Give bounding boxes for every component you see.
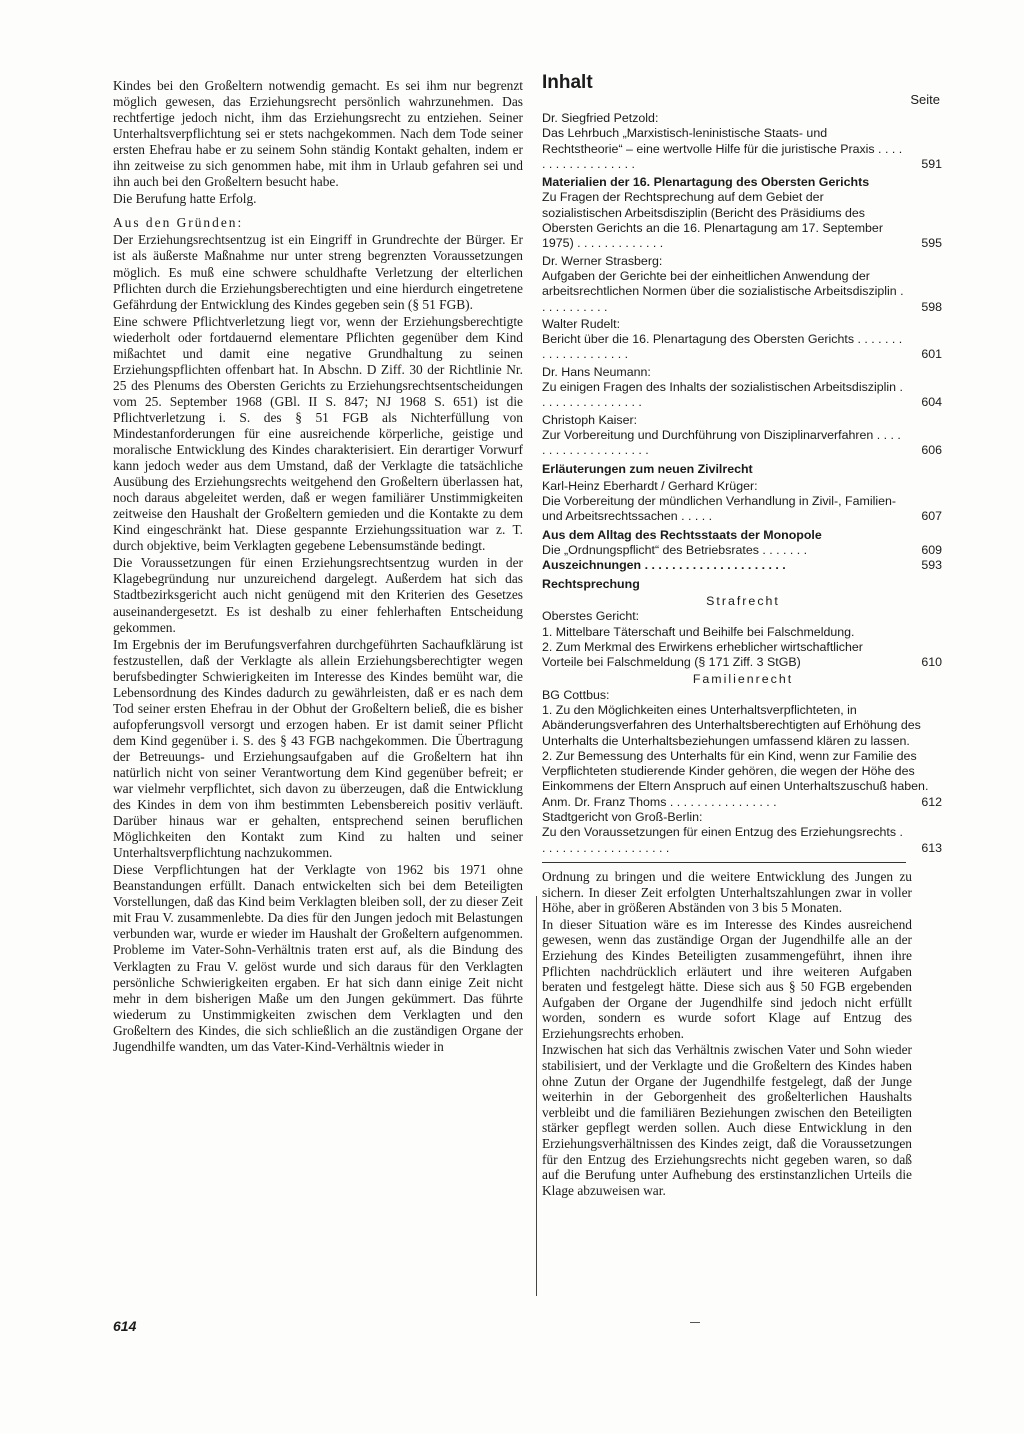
toc-subsection-heading: Familienrecht bbox=[692, 672, 794, 687]
toc-entry[interactable] bbox=[542, 640, 944, 671]
toc-author: Dr. Werner Strasberg: bbox=[542, 253, 663, 268]
toc-entry-title: Die Vorbereitung der mündlichen Verhandlung in Zivil-, Familien- und Arbeitsrechtssachen . . . . . bbox=[542, 494, 897, 524]
toc-entry[interactable] bbox=[542, 609, 944, 624]
toc-entry-title: Stadtgericht von Groß-Berlin: bbox=[542, 810, 703, 825]
toc-author: Karl-Heinz Eberhardt / Gerhard Krüger: bbox=[542, 478, 758, 493]
toc-entry[interactable] bbox=[542, 703, 944, 749]
toc-entry-title: 1. Zu den Möglichkeiten eines Unterhaltsverpflichteten, in Abänderungsverfahren des Unterhaltsberechtigten auf Erhöhung des Unterhalts die Unterhaltsbeziehungen umfassend klären zu lassen. bbox=[542, 702, 921, 748]
toc-entry[interactable] bbox=[542, 543, 944, 558]
paragraph: Kindes bei den Großeltern notwendig gemacht. Es sei ihm nur begrenzt möglich gewesen, das Erziehungsrecht persönlich wahrzunehmen. Das rechtfertige jedoch nicht, ihm das Erziehungsrecht zu entziehen. Seiner Unterhaltsverpflichtung sei er stets nachgekommen. Nach dem Tode seiner ersten Ehefrau habe er zu seinem Sohn ständig Kontakt gehalten, indem er ihn zeitweise zu sich genommen habe, mit ihm in Urlaub gefahren sei und ihn auch bei den Großeltern besucht habe. bbox=[113, 78, 523, 190]
paragraph: Diese Verpflichtungen hat der Verklagte von 1962 bis 1971 ohne Beanstandungen erfüllt. Danach entwickelten sich bei dem Beteiligten Vorstellungen, daß das Kind beim Verklagten bleiben soll, der zu dieser Zeit mit Frau V. zusammenlebte. Da dies für den Jungen jedoch mit Belastungen verbunden war, wurde er wieder im Haushalt der Großeltern aufgenommen. Probleme im Vater-Sohn-Verhältnis traten erst auf, als die Bindung des Verklagten zu Frau V. gelöst wurde und sich daraus für den Verklagten persönliche Schwierigkeiten ergaben. Er hat sich dann einige Zeit nicht mehr in dem bisherigen Maße um den Jungen gekümmert. Das führte wiederum zu Unstimmigkeiten zwischen dem Verklagten und den Großeltern des Kindes, die sich schließlich an die zuständigen Organe der Jugendhilfe wandten, um das Vater-Kind-Verhältnis wieder in bbox=[113, 862, 523, 1054]
toc-entry[interactable] bbox=[542, 825, 944, 856]
print-mark bbox=[690, 1322, 700, 1323]
section-heading: Aus den Gründen: bbox=[113, 215, 244, 231]
toc-page-label: Seite bbox=[910, 92, 940, 107]
toc-entry[interactable] bbox=[542, 558, 944, 573]
paragraph: Im Ergebnis der im Berufungsverfahren durchgeführten Sachaufklärung ist festzustellen, daß der Verklagte als allein Erziehungsberechtigter wegen berufsbedingter Schwierigkeiten im Interesse des Kindes bemüht war, die Lebensordnung des Kindes dadurch zu gewährleisten, daß er es nach dem Tod seiner ersten Ehefrau in der Obhut der Großeltern beließ, die es bisher aufopferungsvoll versorgt und erzogen haben. Er ist damit seiner Pflicht dem Kind gegenüber i. S. des § 43 FGB nachgekommen. Die Übertragung der Betreuungs- und Erziehungsaufgaben auf die Großeltern hat ihn natürlich nicht von seiner Verantwortung dem Kind gegenüber befreit; er war vielmehr verpflichtet, sich davon zu überzeugen, daß die Entwicklung des Kindes in dem von ihm bestimmten Lebensbereich positiv verläuft. Darüber hinaus war er gehalten, entsprechend seinen beruflichen Möglichkeiten den Kontakt zum Kind zu halten und seiner Unterhaltsverpflichtung nachzukommen. bbox=[113, 636, 523, 861]
toc-author: Christoph Kaiser: bbox=[542, 412, 638, 427]
toc-entry-page: 607 bbox=[921, 509, 942, 524]
toc-entry-title: Zu einigen Fragen des Inhalts der sozialistischen Arbeitsdisziplin . . . . . . . . . . . . . . . . bbox=[542, 380, 903, 410]
toc-section-heading: Materialien der 16. Plenartagung des Obersten Gerichts bbox=[542, 175, 870, 190]
toc-entry-page: 609 bbox=[921, 543, 942, 558]
toc-entry-title: Auszeichnungen . . . . . . . . . . . . . . . . . . . . . bbox=[542, 558, 786, 573]
toc-entry-title: Anm. Dr. Franz Thoms . . . . . . . . . . . . . . . . bbox=[542, 794, 777, 809]
toc-entry-page: 595 bbox=[921, 236, 942, 251]
toc-entry[interactable] bbox=[542, 269, 944, 315]
toc-section-heading: Erläuterungen zum neuen Zivilrecht bbox=[542, 461, 753, 476]
toc-entry-title: Die „Ordnungspflicht“ des Betriebsrates . . . . . . . bbox=[542, 543, 808, 558]
toc-title: Inhalt bbox=[542, 72, 593, 93]
paragraph: In dieser Situation wäre es im Interesse des Kindes ausreichend gewesen, wenn das zuständige Organ der Jugendhilfe alle an der Erziehung des Kindes Beteiligten zusammengeführt, ihnen ihre Pflichten nachdrücklich erläutert und ihre weiteren Aufgaben beraten und festgelegt hätte. Diese sich aus § 50 FGB ergebenden Aufgaben der Organe der Jugendhilfe sind jedoch nicht erfüllt worden, sondern es wurde sofort Klage auf Entzug des Erziehungsrechts erhoben. bbox=[542, 916, 912, 1041]
toc-entry-page: 604 bbox=[921, 395, 942, 410]
toc-author: Dr. Siegfried Petzold: bbox=[542, 111, 659, 125]
toc-entry[interactable] bbox=[542, 190, 944, 251]
toc-entry[interactable] bbox=[542, 688, 944, 703]
toc-entry-title: 1. Mittelbare Täterschaft und Beihilfe bei Falschmeldung. bbox=[542, 624, 855, 639]
toc-section-heading: Aus dem Alltag des Rechtsstaats der Monopole bbox=[542, 527, 822, 542]
page-number: 614 bbox=[113, 1318, 137, 1334]
toc-entry-title: 2. Zur Bemessung des Unterhalts für ein Kind, wenn zur Familie des Verpflichteten studierende Kinder gehören, die wegen der Höhe des Einkommens der Eltern Anspruch auf einen Unterhaltszuschuß haben. bbox=[542, 748, 929, 794]
toc-entry-page: 591 bbox=[921, 156, 942, 171]
toc-entry[interactable] bbox=[542, 332, 944, 363]
toc-entry-title: Das Lehrbuch „Marxistisch-leninistische Staats- und Rechtstheorie“ – eine wertvolle Hilfe für die juristische Praxis . . . . . . . . . . . . . . . . . . bbox=[542, 126, 903, 171]
toc-entry[interactable] bbox=[542, 428, 944, 459]
toc-entry-title: Zur Vorbereitung und Durchführung von Disziplinarverfahren . . . . . . . . . . . . . . . . . . . . bbox=[542, 427, 901, 458]
right-column bbox=[542, 72, 944, 1199]
divider bbox=[542, 862, 906, 863]
toc-entry-title: Zu den Voraussetzungen für einen Entzug des Erziehungsrechts . . . . . . . . . . . . . . . . . . . . bbox=[542, 825, 903, 855]
toc-author: Dr. Hans Neumann: bbox=[542, 364, 651, 379]
toc-entry-page: 606 bbox=[921, 443, 942, 458]
toc-entry-title: Bericht über die 16. Plenartagung des Obersten Gerichts . . . . . . . . . . . . . . . . . . . . bbox=[542, 332, 903, 362]
toc-entry-page: 593 bbox=[921, 558, 942, 573]
toc-entry[interactable] bbox=[542, 625, 944, 640]
toc-subsection-heading: Strafrecht bbox=[706, 593, 780, 608]
toc-entry[interactable] bbox=[542, 795, 944, 810]
toc-entry[interactable] bbox=[542, 380, 944, 411]
toc-entry[interactable] bbox=[542, 494, 944, 525]
toc-entry[interactable] bbox=[542, 749, 944, 795]
toc-entry-page: 598 bbox=[921, 299, 942, 314]
toc-entry-title: Oberstes Gericht: bbox=[542, 609, 640, 624]
toc-entry-page: 610 bbox=[921, 655, 942, 670]
table-of-contents bbox=[542, 111, 944, 856]
right-column-body bbox=[542, 869, 912, 1198]
toc-entry[interactable] bbox=[542, 810, 944, 825]
toc-entry-page: 612 bbox=[921, 794, 942, 809]
toc-author: Walter Rudelt: bbox=[542, 316, 621, 331]
paragraph: Die Voraussetzungen für einen Erziehungsrechtsentzug wurden in der Klagebegründung nur unzureichend dargelegt. Außerdem hat sich das Stadtbezirksgericht auch nicht genügend mit den Kriterien des Gesetzes auseinandergesetzt. Es ist deshalb zu einer fehlerhaften Entscheidung gekommen. bbox=[113, 555, 523, 635]
toc-entry-title: BG Cottbus: bbox=[542, 687, 610, 702]
paragraph: Eine schwere Pflichtverletzung liegt vor, wenn der Erziehungsberechtigte wiederholt oder fortdauernd elementare Pflichten gegenüber dem Kind mißachtet und damit eine negative Grundhaltung zu seinen Erziehungspflichten offenbart hat. In Abschn. D Ziff. 30 der Richtlinie Nr. 25 des Plenums des Obersten Gerichts zu Erziehungsrechtsentscheidungen vom 25. September 1968 (GBl. II S. 847; NJ 1968 S. 651) ist die Pflichtverletzung i. S. des § 51 FGB als Nichterfüllung von Mindestanforderungen für eine ausreichende körperliche, geistige und moralische Entwicklung des Kindes charakterisiert. Ein derartiger Vorwurf kann jedoch weder aus dem Umstand, daß der Verklagte die tatsächliche Ausübung des Erziehungsrechts weitgehend den Großeltern überlassen hat, noch daraus abgeleitet werden, daß er wegen familiärer Unstimmigkeiten zeitweise den Haushalt der Großeltern gemieden und die Kontakte zu dem Kind eingeschränkt hat. Diese gespannte Erziehungssituation war z. T. durch objektive, beim Verklagten gegebene Lebensumstände bedingt. bbox=[113, 313, 523, 554]
toc-entry-title: 2. Zum Merkmal des Erwirkens erheblicher wirtschaftlicher Vorteile bei Falschmeldung (§ 171 Ziff. 3 StGB) bbox=[542, 639, 863, 670]
paragraph: Die Berufung hatte Erfolg. bbox=[113, 191, 257, 207]
paragraph: Ordnung zu bringen und die weitere Entwicklung des Jungen zu sichern. In dieser Zeit erfolgten Unterhaltszahlungen zwar in voller Höhe, aber in größeren Abständen von 3 bis 5 Monaten. bbox=[542, 868, 912, 916]
paragraph: Inzwischen hat sich das Verhältnis zwischen Vater und Sohn wieder stabilisiert, und der Verklagte und die Großeltern des Kindes haben ohne Zutun der Organe der Jugendhilfe festgelegt, daß der Junge weiterhin in der Geborgenheit des großelterlichen Haushalts verbleibt und die familiären Beziehungen zwischen den Beteiligten stärker gepflegt werden sollen. Auch diese Entwicklung in den Erziehungsverhältnissen des Kindes zeigt, daß die Voraussetzungen für den Entzug des Erziehungsrechts nicht gegeben waren, so daß auf die Berufung unter Aufhebung des erstinstanzlichen Urteils die Klage abzuweisen war. bbox=[542, 1042, 912, 1198]
left-column bbox=[113, 78, 523, 1056]
toc-section-heading: Rechtsprechung bbox=[542, 576, 640, 591]
paragraph: Der Erziehungsrechtsentzug ist ein Eingriff in Grundrechte der Bürger. Er ist als äußerste Maßnahme nur unter streng begrenzten Voraussetzungen möglich. Es muß eine schwere schuldhafte Verletzung der elterlichen Pflichten durch die Erziehungsberechtigten und eine hierdurch eingetretene Gefährdung der Entwicklung des Kindes gegeben sein (§ 51 FGB). bbox=[113, 232, 523, 312]
toc-entry-title: Aufgaben der Gerichte bei der einheitlichen Anwendung der arbeitsrechtlichen Normen über die sozialistische Arbeitsdisziplin . . . . . . . . . . . bbox=[542, 268, 904, 314]
toc-entry-title: Zu Fragen der Rechtsprechung auf dem Gebiet der sozialistischen Arbeitsdisziplin (Bericht des Präsidiums des Obersten Gerichts an die 16. Plenartagung am 17. September 1975) . . . . . . . . . . . . . bbox=[542, 190, 883, 251]
toc-entry-page: 601 bbox=[921, 347, 942, 362]
toc-entry[interactable] bbox=[542, 126, 944, 172]
toc-entry-page: 613 bbox=[921, 840, 942, 855]
column-divider bbox=[536, 896, 537, 1296]
